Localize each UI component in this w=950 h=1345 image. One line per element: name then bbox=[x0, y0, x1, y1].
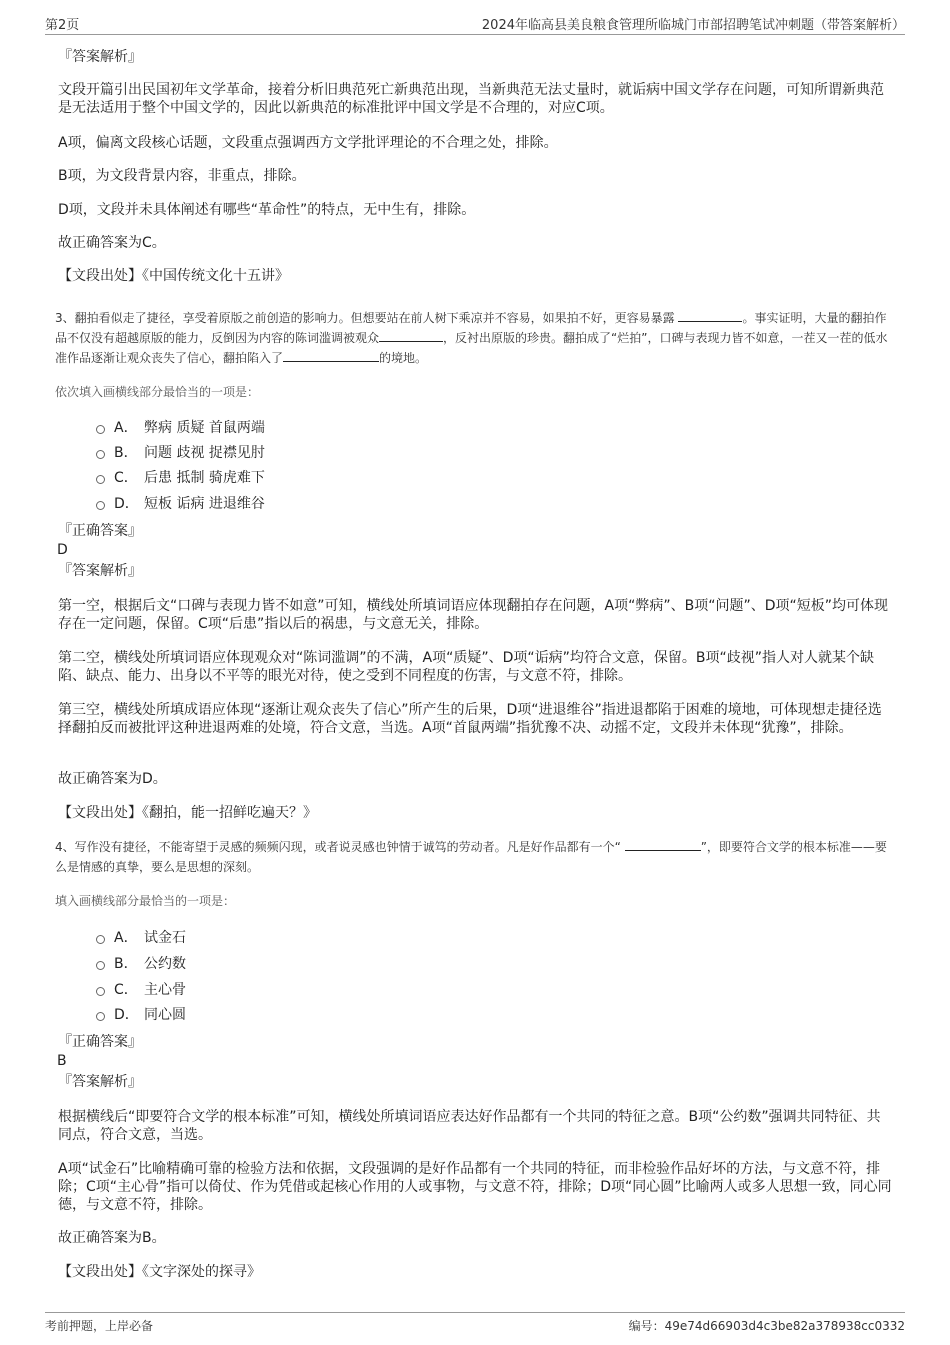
correct-answer-label: 『正确答案』 bbox=[58, 523, 142, 539]
page-number: 第2页 bbox=[45, 18, 80, 33]
answer-conclusion: 故正确答案为C。 bbox=[58, 235, 166, 251]
option-c[interactable]: C． 主心骨 bbox=[96, 979, 186, 999]
option-b[interactable]: B． 公约数 bbox=[96, 953, 186, 973]
analysis-paragraph: A项，偏离文段核心话题，文段重点强调西方文学批评理论的不合理之处，排除。 bbox=[58, 135, 558, 151]
blank-line bbox=[625, 838, 701, 851]
analysis-label: 『答案解析』 bbox=[58, 49, 142, 65]
analysis-paragraph: 第二空，横线处所填词语应体现观众对“陈词滥调”的不满，A项“质疑”、D项“诟病”均符合文意，保留。B项“歧视”指人对人就某个缺陷、缺点、能力、出身以不平等的眼光对待，使之受到不同程度的伤害，与文意不符，排除。 bbox=[58, 650, 874, 684]
question-prompt: 依次填入画横线部分最恰当的一项是： bbox=[55, 385, 260, 399]
blank-line bbox=[678, 309, 742, 322]
document-code: 编号：49e74d66903d4c3be82a378938cc0332 bbox=[628, 1319, 905, 1333]
radio-icon[interactable] bbox=[96, 450, 105, 459]
answer-conclusion: 故正确答案为B。 bbox=[58, 1230, 166, 1246]
source-citation: 【文段出处】《文字深处的探寻》 bbox=[58, 1264, 261, 1280]
radio-icon[interactable] bbox=[96, 475, 105, 484]
option-c[interactable]: C． 后患 抵制 骑虎难下 bbox=[96, 467, 265, 487]
analysis-label: 『答案解析』 bbox=[58, 1074, 142, 1090]
analysis-paragraph: 第一空，根据后文“口碑与表现力皆不如意”可知，横线处所填词语应体现翻拍存在问题，A项“弊病”、B项“问题”、D项“短板”均可体现存在一定问题，保留。C项“后患”指以后的祸患，与文意无关，排除。 bbox=[58, 598, 888, 632]
analysis-paragraph: D项，文段并未具体阐述有哪些“革命性”的特点，无中生有，排除。 bbox=[58, 202, 476, 218]
analysis-paragraph: A项“试金石”比喻精确可靠的检验方法和依据，文段强调的是好作品都有一个共同的特征，而非检验作品好坏的方法，与文意不符，排除；C项“主心骨”指可以倚仗、作为凭借或起核心作用的人或事物，与文意不符，排除；D项“同心圆”比喻两人或多人思想一致，同心同德，与文意不符，排除。 bbox=[58, 1161, 892, 1213]
radio-icon[interactable] bbox=[96, 935, 105, 944]
question-prompt: 填入画横线部分最恰当的一项是： bbox=[55, 894, 236, 908]
document-title: 2024年临高县美良粮食管理所临城门市部招聘笔试冲刺题（带答案解析） bbox=[481, 18, 905, 33]
radio-icon[interactable] bbox=[96, 1012, 105, 1021]
option-a[interactable]: A． 试金石 bbox=[96, 927, 186, 947]
answer-conclusion: 故正确答案为D。 bbox=[58, 771, 167, 787]
option-b[interactable]: B． 问题 歧视 捉襟见肘 bbox=[96, 442, 265, 462]
question-4-text: 4、写作没有捷径，不能寄望于灵感的频频闪现，或者说灵感也钟情于诚笃的劳动者。凡是好作品都有一个“ ”，即要符合文学的根本标准——要么是情感的真挚，要么是思想的深刻。 bbox=[55, 840, 887, 874]
analysis-paragraph: 文段开篇引出民国初年文学革命，接着分析旧典范死亡新典范出现，当新典范无法丈量时，就诟病中国文学存在问题，可知所谓新典范是无法适用于整个中国文学的，因此以新典范的标准批评中国文学是不合理的，对应C项。 bbox=[58, 82, 884, 116]
correct-answer: B bbox=[57, 1053, 67, 1069]
radio-icon[interactable] bbox=[96, 961, 105, 970]
analysis-paragraph: 根据横线后“即要符合文学的根本标准”可知，横线处所填词语应表达好作品都有一个共同的特征之意。B项“公约数”强调共同特征、共同点，符合文意，当选。 bbox=[58, 1109, 881, 1143]
page-header bbox=[45, 12, 905, 35]
option-a[interactable]: A． 弊病 质疑 首鼠两端 bbox=[96, 417, 265, 437]
source-citation: 【文段出处】《翻拍，能一招鲜吃遍天？》 bbox=[58, 805, 317, 821]
source-citation: 【文段出处】《中国传统文化十五讲》 bbox=[58, 268, 289, 284]
analysis-label: 『答案解析』 bbox=[58, 563, 142, 579]
radio-icon[interactable] bbox=[96, 425, 105, 434]
analysis-paragraph: 第三空，横线处所填成语应体现“逐渐让观众丧失了信心”所产生的后果，D项“进退维谷”指进退都陷于困难的境地，可体现想走捷径选择翻拍反而被批评这种进退两难的处境，符合文意，当选。A项“首鼠两端”指犹豫不决、动摇不定，文段并未体现“犹豫”，排除。 bbox=[58, 702, 882, 736]
blank-line bbox=[379, 329, 443, 342]
analysis-paragraph: B项，为文段背景内容，非重点，排除。 bbox=[58, 168, 306, 184]
page-footer bbox=[45, 1312, 905, 1337]
correct-answer: D bbox=[57, 542, 68, 558]
question-3-text: 3、翻拍看似走了捷径，享受着原版之前创造的影响力。但想要站在前人树下乘凉并不容易，如果拍不好，更容易暴露 。事实证明，大量的翻拍作品不仅没有超越原版的能力，反倒因为内容的陈词滥调被观众 ，反衬出原版的珍贵。翻拍成了“烂拍”，口碑与表现力皆不如意，一茬又一茬的低水准作品逐渐让观众丧失了信心，翻拍陷入了 的境地。 bbox=[55, 311, 888, 365]
blank-line bbox=[283, 349, 379, 362]
option-d[interactable]: D． 短板 诟病 进退维谷 bbox=[96, 493, 265, 513]
radio-icon[interactable] bbox=[96, 987, 105, 996]
radio-icon[interactable] bbox=[96, 501, 105, 510]
correct-answer-label: 『正确答案』 bbox=[58, 1034, 142, 1050]
footer-slogan: 考前押题，上岸必备 bbox=[45, 1319, 154, 1333]
option-d[interactable]: D． 同心圆 bbox=[96, 1004, 186, 1024]
